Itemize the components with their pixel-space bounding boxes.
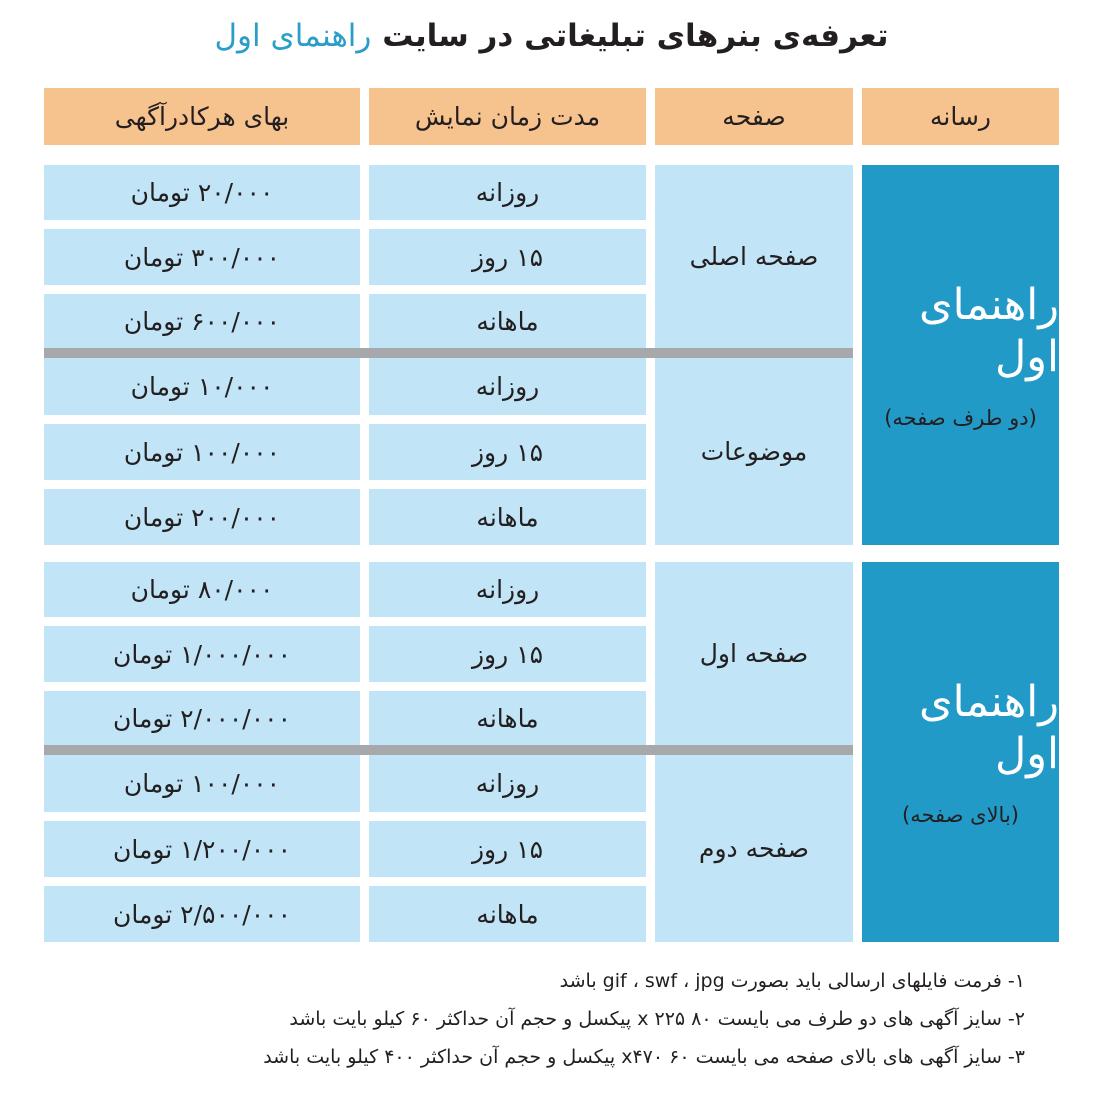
price-cell: ۱۰۰/۰۰۰ تومان — [44, 424, 360, 480]
media-cell — [862, 165, 1059, 545]
section-divider — [44, 348, 853, 358]
media-sub: (دو طرف صفحه) — [884, 405, 1037, 430]
media-name: راهنمای اول — [919, 677, 1059, 779]
title-main: تعرفه‌ی بنرهای تبلیغاتی در سایت — [382, 18, 889, 54]
price-cell: ۱/۰۰۰/۰۰۰ تومان — [44, 626, 360, 682]
page-cell: صفحه اول — [655, 562, 853, 745]
media-name: راهنمای اول — [919, 280, 1059, 382]
note-line: ۱- فرمت فایلهای ارسالی باید بصورت gif ، swf ، jpg باشد — [559, 970, 1025, 992]
page-cell: صفحه اصلی — [655, 165, 853, 348]
price-cell: ۱۰۰/۰۰۰ تومان — [44, 755, 360, 812]
duration-cell: ۱۵ روز — [369, 424, 646, 480]
note-line: ۳- سایز آگهی های بالای صفحه می بایست ۶۰ x۴۷۰ پیکسل و حجم آن حداکثر ۴۰۰ کیلو بایت باشد — [263, 1046, 1025, 1068]
duration-cell: ۱۵ روز — [369, 229, 646, 285]
header-price: بهای هرکادرآگهی — [44, 88, 360, 145]
price-cell: ۳۰۰/۰۰۰ تومان — [44, 229, 360, 285]
price-cell: ۶۰۰/۰۰۰ تومان — [44, 294, 360, 348]
duration-cell: روزانه — [369, 358, 646, 415]
page-cell: صفحه دوم — [655, 755, 853, 942]
duration-cell: ماهانه — [369, 489, 646, 545]
price-cell: ۲۰/۰۰۰ تومان — [44, 165, 360, 220]
price-cell: ۱/۲۰۰/۰۰۰ تومان — [44, 821, 360, 877]
media-sub: (بالای صفحه) — [902, 802, 1019, 827]
header-media: رسانه — [862, 88, 1059, 145]
price-cell: ۲/۵۰۰/۰۰۰ تومان — [44, 886, 360, 942]
duration-cell: ۱۵ روز — [369, 821, 646, 877]
page-cell: موضوعات — [655, 358, 853, 545]
section-divider — [44, 745, 853, 755]
duration-cell: ۱۵ روز — [369, 626, 646, 682]
price-cell: ۱۰/۰۰۰ تومان — [44, 358, 360, 415]
media-cell — [862, 562, 1059, 942]
duration-cell: ماهانه — [369, 294, 646, 348]
note-line: ۲- سایز آگهی های دو طرف می بایست ۸۰ x ۲۲۵ پیکسل و حجم آن حداکثر ۶۰ کیلو بایت باشد — [289, 1008, 1025, 1030]
duration-cell: روزانه — [369, 755, 646, 812]
duration-cell: ماهانه — [369, 691, 646, 745]
duration-cell: روزانه — [369, 165, 646, 220]
header-page: صفحه — [655, 88, 853, 145]
duration-cell: ماهانه — [369, 886, 646, 942]
price-cell: ۸۰/۰۰۰ تومان — [44, 562, 360, 617]
page-title — [0, 18, 1103, 54]
price-cell: ۲/۰۰۰/۰۰۰ تومان — [44, 691, 360, 745]
duration-cell: روزانه — [369, 562, 646, 617]
title-accent: راهنمای اول — [214, 18, 372, 54]
price-cell: ۲۰۰/۰۰۰ تومان — [44, 489, 360, 545]
header-duration: مدت زمان نمایش — [369, 88, 646, 145]
